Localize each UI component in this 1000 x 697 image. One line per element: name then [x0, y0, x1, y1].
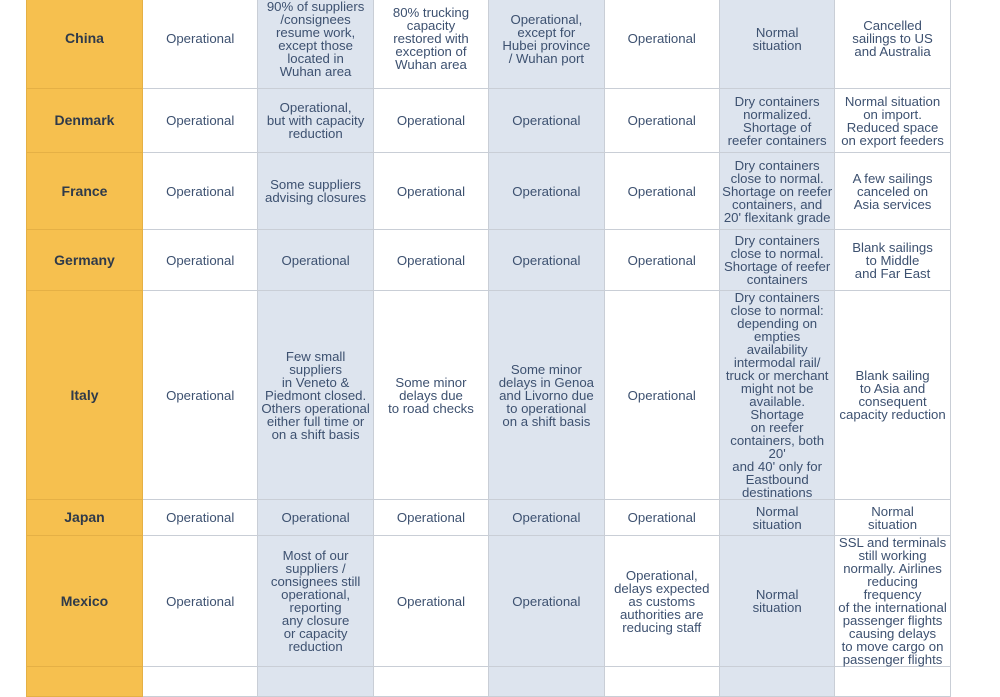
table-row-denmark	[27, 89, 951, 153]
status-cell: Operational	[143, 230, 258, 291]
status-cell: 90% of suppliers /consignees resume work, except those located in Wuhan area	[258, 0, 373, 89]
status-cell: Blank sailings to Middle and Far East	[835, 230, 950, 291]
status-cell: Operational	[604, 0, 719, 89]
status-cell: Operational, but with capacity reduction	[258, 89, 373, 153]
table-row-germany	[27, 230, 951, 291]
table-row-partial	[27, 667, 951, 697]
status-cell: Operational, delays expected as customs authorities are reducing staff	[604, 536, 719, 667]
country-cell: Italy	[27, 291, 143, 500]
table-row-france	[27, 153, 951, 230]
status-cell: Operational	[143, 291, 258, 500]
status-cell: Operational	[604, 89, 719, 153]
status-cell: Some minor delays in Genoa and Livorno due to operational on a shift basis	[489, 291, 604, 500]
table-row-japan	[27, 500, 951, 536]
status-cell: Operational	[143, 89, 258, 153]
status-cell: 80% trucking capacity restored with exception of Wuhan area	[373, 0, 488, 89]
status-cell: Blank sailing to Asia and consequent capacity reduction	[835, 291, 950, 500]
status-cell: Operational	[373, 89, 488, 153]
status-cell: Dry containers close to normal. Shortage on reefer containers, and 20' flexitank grade	[719, 153, 834, 230]
status-cell: Operational	[489, 89, 604, 153]
status-cell-empty	[719, 667, 834, 697]
status-cell: Operational	[373, 230, 488, 291]
status-cell: Normal situation on import. Reduced space on export feeders	[835, 89, 950, 153]
status-cell-empty	[373, 667, 488, 697]
status-cell: Normal situation	[719, 0, 834, 89]
status-cell: Operational, except for Hubei province / Wuhan port	[489, 0, 604, 89]
status-cell: Operational	[143, 500, 258, 536]
status-cell-empty	[604, 667, 719, 697]
table-row-mexico	[27, 536, 951, 667]
status-cell-empty	[143, 667, 258, 697]
status-cell: Most of our suppliers / consignees still operational, reporting any closure or capacity reduction	[258, 536, 373, 667]
status-cell: Dry containers close to normal. Shortage of reefer containers	[719, 230, 834, 291]
status-cell: Operational	[604, 153, 719, 230]
status-cell: Operational	[489, 230, 604, 291]
status-cell: Operational	[489, 153, 604, 230]
status-cell: Operational	[373, 153, 488, 230]
status-cell: Operational	[373, 500, 488, 536]
status-cell: Operational	[604, 291, 719, 500]
status-cell: Normal situation	[719, 500, 834, 536]
status-cell: Operational	[604, 500, 719, 536]
status-cell: Dry containers normalized. Shortage of reefer containers	[719, 89, 834, 153]
table-row-china	[27, 0, 951, 89]
status-cell: Operational	[143, 0, 258, 89]
status-cell: Normal situation	[835, 500, 950, 536]
status-cell: A few sailings canceled on Asia services	[835, 153, 950, 230]
status-cell: Operational	[143, 536, 258, 667]
status-cell: Operational	[604, 230, 719, 291]
country-cell: Denmark	[27, 89, 143, 153]
status-cell: Operational	[258, 500, 373, 536]
status-cell: Operational	[143, 153, 258, 230]
country-cell: Germany	[27, 230, 143, 291]
country-status-table	[26, 0, 951, 697]
status-cell: Dry containers close to normal: depending on empties availability intermodal rail/ truck or merchant might not be available. Shortage on reefer containers, both 20' and 40' only for Eastbound destinations	[719, 291, 834, 500]
status-cell: Normal situation	[719, 536, 834, 667]
country-cell: Mexico	[27, 536, 143, 667]
country-cell: China	[27, 0, 143, 89]
status-cell-empty	[258, 667, 373, 697]
table-row-italy	[27, 291, 951, 500]
country-cell: France	[27, 153, 143, 230]
status-cell: Some suppliers advising closures	[258, 153, 373, 230]
status-cell: Operational	[258, 230, 373, 291]
status-cell-empty	[489, 667, 604, 697]
status-cell: Operational	[489, 536, 604, 667]
status-cell: Operational	[489, 500, 604, 536]
status-cell: SSL and terminals still working normally. Airlines reducing frequency of the international passenger flights causing delays to move cargo on passenger flights	[835, 536, 950, 667]
status-cell: Some minor delays due to road checks	[373, 291, 488, 500]
status-cell: Few small suppliers in Veneto & Piedmont closed. Others operational either full time or on a shift basis	[258, 291, 373, 500]
status-cell-empty	[835, 667, 950, 697]
status-cell: Cancelled sailings to US and Australia	[835, 0, 950, 89]
country-cell-empty	[27, 667, 143, 697]
country-cell: Japan	[27, 500, 143, 536]
status-cell: Operational	[373, 536, 488, 667]
